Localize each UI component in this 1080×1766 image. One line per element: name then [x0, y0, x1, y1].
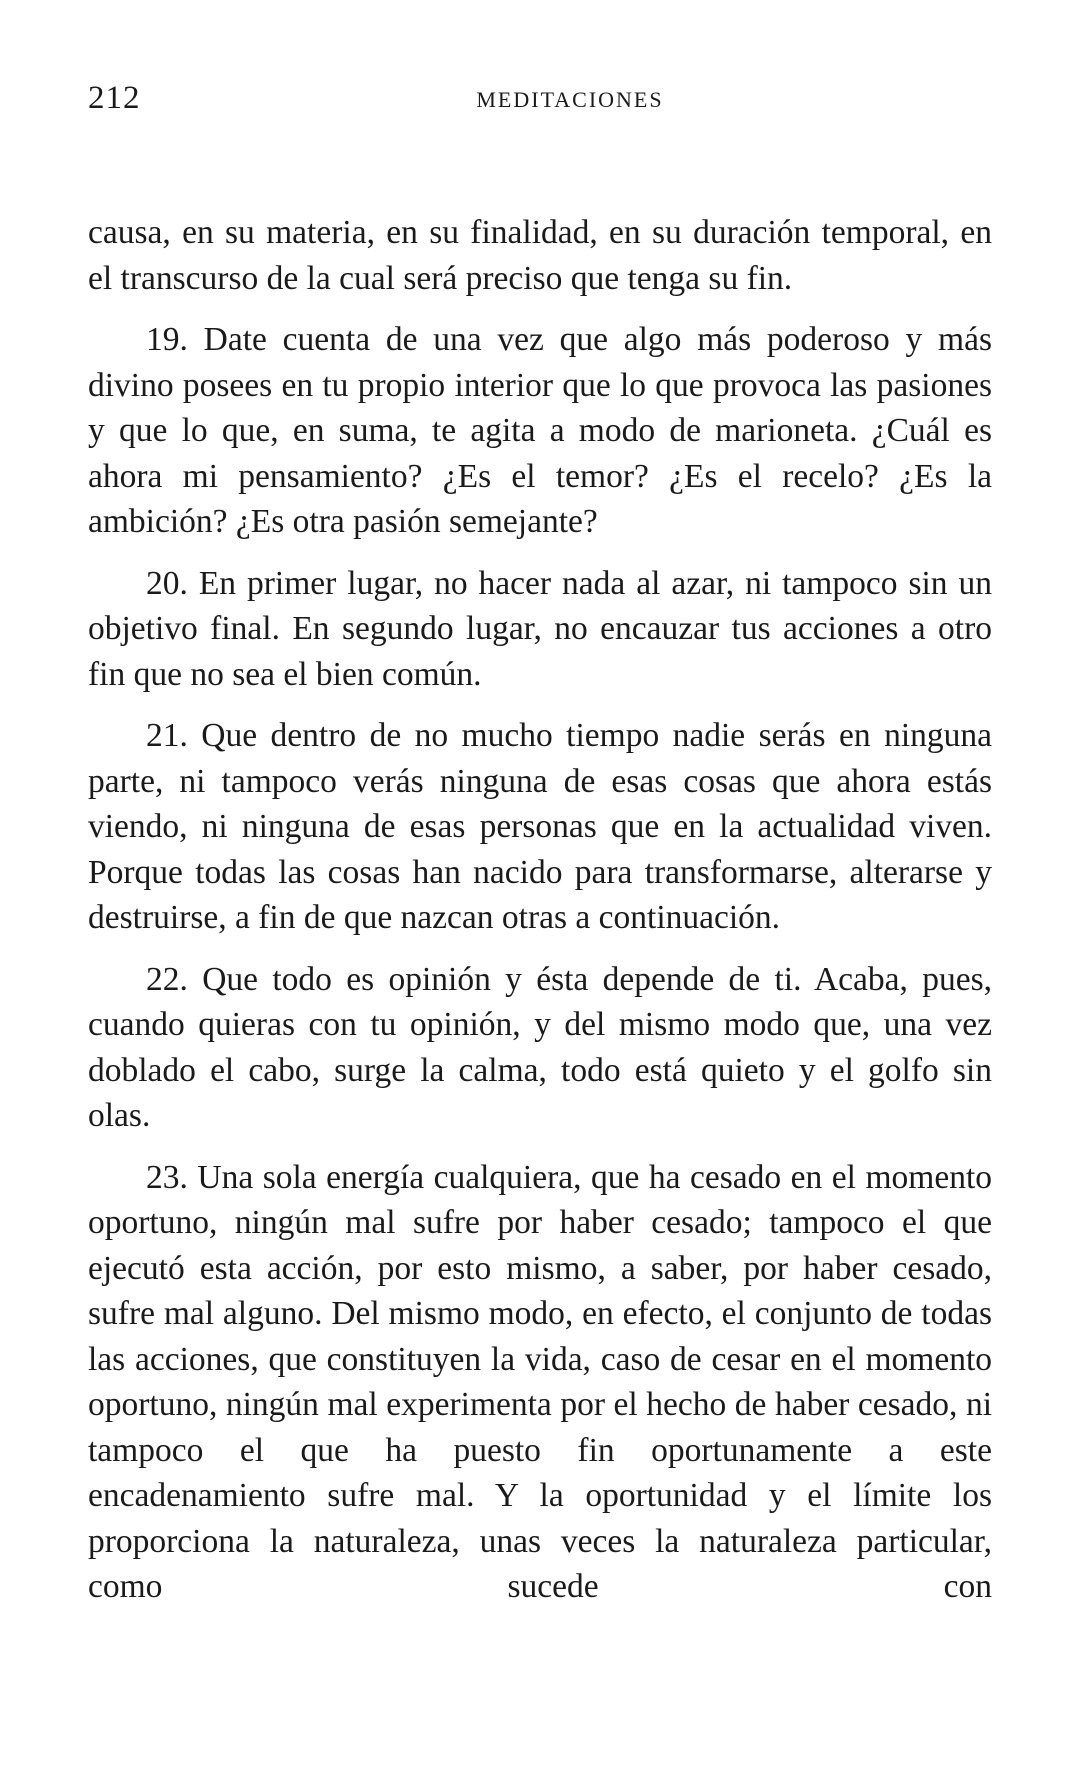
body-text	[88, 210, 992, 1610]
paragraph-20: 20. En primer lugar, no hacer nada al azar, ni tampoco sin un objetivo final. En segundo lugar, no encauzar tus acciones a otro fin que no sea el bien común.	[88, 564, 992, 693]
paragraph-22: 22. Que todo es opinión y ésta depende de ti. Acaba, pues, cuando quieras con tu opinión, y del mismo modo que, una vez doblado el cabo, surge la calma, todo está quieto y el golfo sin olas.	[88, 960, 992, 1134]
running-title: MEDITACIONES	[476, 87, 664, 112]
paragraph-21: 21. Que dentro de no mucho tiempo nadie serás en ninguna parte, ni tampoco verás ninguna de esas cosas que ahora estás viendo, ni ninguna de esas personas que en la actualidad viven. Porque todas las cosas han nacido para transformarse, alterarse y destruirse, a fin de que nazcan otras a continuación.	[88, 717, 992, 936]
paragraph-23: 23. Una sola energía cualquiera, que ha cesado en el momento oportuno, ningún mal sufre por haber cesado; tampoco el que ejecutó esta acción, por esto mismo, a saber, por haber cesado, sufre mal alguno. Del mismo modo, en efecto, el conjunto de todas las acciones, que constituyen la vida, caso de cesar en el momento oportuno, ningún mal experimenta por el hecho de haber cesado, ni tampoco el que ha puesto fin oportunamente a este encadenamiento sufre mal. Y la oportunidad y el límite los proporciona la naturaleza, unas veces la naturaleza particular, como sucede con	[88, 1158, 992, 1605]
page-number: 212	[88, 80, 141, 116]
paragraph-continuation: causa, en su materia, en su finalidad, en su duración temporal, en el transcurso de la cual será preciso que tenga su fin.	[88, 214, 992, 297]
paragraph-19: 19. Date cuenta de una vez que algo más poderoso y más divino posees en tu propio interior que lo que provoca las pasiones y que lo que, en suma, te agita a modo de marioneta. ¿Cuál es ahora mi pensamiento? ¿Es el temor? ¿Es el recelo? ¿Es la ambición? ¿Es otra pasión semejante?	[88, 321, 992, 540]
page-header	[88, 78, 992, 118]
